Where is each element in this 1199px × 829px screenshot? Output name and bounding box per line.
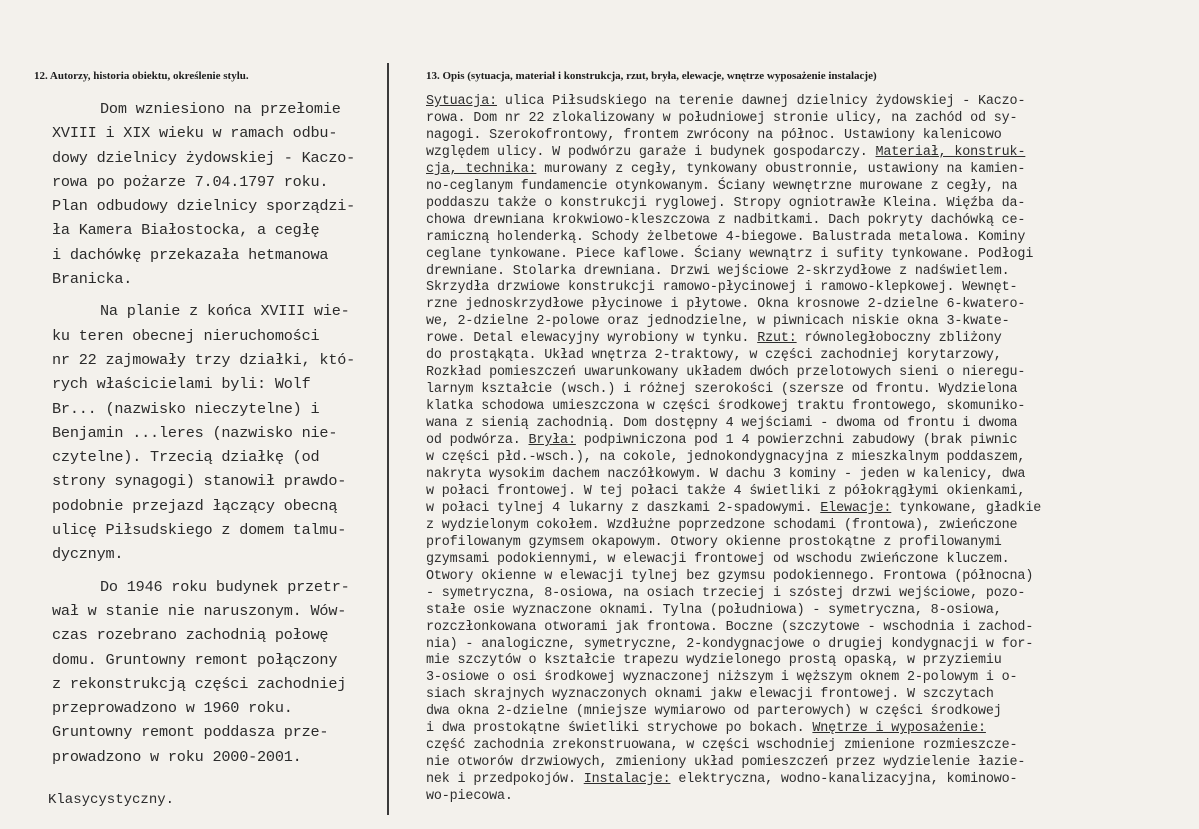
section-keyword: Sytuacja: — [426, 94, 497, 109]
text-line: Gruntowny remont poddasza prze- — [52, 723, 329, 742]
column-divider — [387, 63, 389, 815]
text-line — [426, 484, 1196, 501]
text-segment: część zachodnia zrekonstruowana, w części wschodniej zmienione rozmieszcze- — [426, 738, 1018, 754]
text-segment: profilowanym gzymsem okapowym. Otwory okienne prostokątne z profilowanymi — [426, 534, 1002, 550]
text-segment: - symetryczna, 8-osiowa, na osiach trzeciej i szóstej drzwi wejściowe, pozo- — [426, 585, 1026, 601]
text-segment: z wydzielonym cokołem. Wzdłużne poprzedzone schodami (frontowa), zwieńczone — [426, 517, 1018, 533]
text-segment: rzne jednoskrzydłowe płycinowe i płytowe. Okna krosnowe 2-dzielne 6-kwatero- — [426, 297, 1026, 313]
text-line: Plan odbudowy dzielnicy sporządzi- — [52, 197, 356, 216]
text-line — [426, 433, 1196, 450]
text-line: podobnie przejazd łączący obecną — [52, 496, 338, 515]
text-segment: nia) - analogiczne, symetryczne, 2-kondygnacjowe o drugiej kondygnacji w for- — [426, 636, 1034, 652]
text-line: ła Kamera Białostocka, a cegłę — [52, 221, 320, 240]
text-segment: nagogi. Szerokofrontowy, frontem zwrócony na północ. Ustawiony kalenicowo — [426, 127, 1002, 143]
section-keyword: Wnętrze i wyposażenie: — [812, 721, 986, 737]
text-segment: względem ulicy. W podwórzu garaże i budynek gospodarczy. — [426, 144, 876, 160]
text-line: domu. Gruntowny remont połączony — [52, 650, 338, 669]
text-line — [426, 365, 1196, 382]
text-line — [426, 738, 1196, 755]
section-keyword: Materiał, konstruk- — [875, 144, 1026, 160]
text-line: wał w stanie nie naruszonym. Wów- — [52, 601, 347, 620]
text-line: z rekonstrukcją części zachodniej — [52, 674, 347, 693]
text-segment: wana z sienią zachodnią. Dom dostępny 4 wejściami - dwoma od frontu i dwoma — [426, 416, 1018, 432]
text-line — [426, 348, 1196, 365]
section-keyword: Elewacje: — [820, 500, 892, 516]
text-segment: poddaszu także o konstrukcji ryglowej. Stropy ogniotrawłe Kleina. Więźba da- — [426, 195, 1026, 211]
text-line — [426, 331, 1196, 348]
section-12-header: 12. Autorzy, historia obiektu, określenie stylu. — [34, 70, 249, 82]
text-line: Na planie z końca XVIII wie- — [100, 302, 350, 321]
text-line — [426, 501, 1196, 518]
text-line — [426, 382, 1196, 399]
text-segment: ramiczną holenderką. Schody żelbetowe 4-biegowe. Balustrada metalowa. Kominy — [426, 229, 1026, 245]
text-line — [426, 111, 1196, 128]
text-segment: stałe osie wyznaczone oknami. Tylna (południowa) - symetryczna, 8-osiowa, — [426, 602, 1002, 618]
text-line — [426, 467, 1196, 484]
text-segment: w połaci tylnej 4 lukarny z daszkami 2-spadowymi. — [426, 500, 821, 516]
text-line — [426, 399, 1196, 416]
text-line — [426, 569, 1196, 586]
text-segment: tynkowane, gładkie — [891, 500, 1042, 516]
text-line: Br... (nazwisko nieczytelne) i — [52, 399, 320, 418]
text-line — [426, 196, 1196, 213]
text-line — [426, 535, 1196, 552]
text-line — [426, 552, 1196, 569]
text-segment: do prostąkąta. Układ wnętrza 2-traktowy, w części zachodniej korytarzowy, — [426, 348, 1002, 364]
text-line — [426, 264, 1196, 281]
text-line — [426, 280, 1196, 297]
text-line — [426, 687, 1196, 704]
text-line — [426, 586, 1196, 603]
text-segment: rowe. Detal elewacyjny wyrobiony w tynku. — [426, 331, 758, 347]
text-segment: nakryta wysokim dachem naczółkowym. W dachu 3 kominy - jeden w kalenicy, dwa — [426, 466, 1026, 482]
text-segment: podpiwniczona pod 1 4 powierzchni zabudowy (brak piwnic — [575, 433, 1018, 449]
section-keyword: Instalacje: — [583, 772, 671, 788]
text-line: rowa po pożarze 7.04.1797 roku. — [52, 172, 329, 191]
text-segment: chowa drewniana krokwiowo-kleszczowa z nadbitkami. Dach pokryty dachówką ce- — [426, 212, 1026, 228]
text-line: Branicka. — [52, 270, 133, 289]
history-paragraph — [52, 299, 382, 566]
history-paragraph — [52, 97, 382, 291]
history-text — [52, 97, 382, 769]
text-segment: Skrzydła drzwiowe konstrukcji ramowo-płycinowej i ramowo-klepkowej. Wewnęt- — [426, 280, 1018, 296]
text-segment: nie otworów drzwiowych, zmieniony układ pomieszczeń przez wydzielenie łazie- — [426, 755, 1026, 771]
style-classification: Klasycystyczny. — [48, 792, 175, 808]
text-line — [426, 721, 1196, 738]
text-segment: nek i przedpokojów. — [426, 772, 584, 788]
text-line — [426, 518, 1196, 535]
text-line: XVIII i XIX wieku w ramach odbu- — [52, 124, 338, 143]
text-segment: we, 2-dzielne 2-polowe oraz jednodzielne, w piwnicach niskie okna 3-kwate- — [426, 314, 1010, 330]
text-segment: dwa okna 2-dzielne (mniejsze wymiarowo od parterowych) w części środkowej — [426, 704, 1002, 720]
text-line — [426, 162, 1196, 179]
section-keyword: Rzut: — [757, 331, 797, 347]
text-line: i dachówkę przekazała hetmanowa — [52, 245, 329, 264]
text-line: prowadzono w roku 2000-2001. — [52, 747, 302, 766]
text-segment: ulica Piłsudskiego na terenie dawnej dzielnicy żydowskiej - Kaczo- — [496, 94, 1026, 109]
text-line — [426, 772, 1196, 789]
text-segment: rowa. Dom nr 22 zlokalizowany w południowej stronie ulicy, na zachód od sy- — [426, 110, 1018, 126]
text-line — [426, 128, 1196, 145]
text-segment: 3-osiowe o osi środkowej wyznaczonej niższym i węższym oknem 2-polowym i o- — [426, 670, 1018, 686]
section-13-header: 13. Opis (sytuacja, materiał i konstrukcja, rzut, bryła, elewacje, wnętrze wyposażenie instalacje) — [426, 70, 877, 82]
text-line: ku teren obecnej nieruchomości — [52, 326, 320, 345]
text-segment: w części płd.-wsch.), na cokole, jednokondygnacyjna z mieszkalnym poddaszem, — [426, 450, 1026, 466]
description-text — [426, 94, 1196, 806]
text-segment: no-ceglanym fundamencie otynkowanym. Ściany wewnętrzne murowane z cegły, na — [426, 178, 1018, 194]
text-line: dowy dzielnicy żydowskiej - Kaczo- — [52, 148, 356, 167]
text-line — [426, 416, 1196, 433]
text-line — [426, 637, 1196, 654]
text-segment: larnym kształcie (wsch.) i różnej szerokości (szersze od frontu. Wydzielona — [426, 382, 1018, 398]
text-line — [426, 297, 1196, 314]
text-line — [426, 789, 1196, 806]
text-line — [426, 620, 1196, 637]
text-segment: równoległoboczny zbliżony — [796, 331, 1002, 347]
history-paragraph — [52, 575, 382, 769]
text-line — [426, 94, 1196, 111]
text-line — [426, 450, 1196, 467]
text-segment: Otwory okienne w elewacji tylnej bez gzymsu podokiennego. Frontowa (północna) — [426, 568, 1034, 584]
text-line: czytelne). Trzecią działkę (od — [52, 448, 320, 467]
text-segment: i dwa prostokątne świetliki strychowe po bokach. — [426, 721, 813, 737]
text-line: Do 1946 roku budynek przetr- — [100, 577, 350, 596]
text-line — [426, 653, 1196, 670]
text-segment: murowany z cegły, tynkowany obustronnie, ustawiony na kamien- — [536, 161, 1026, 177]
text-line — [426, 704, 1196, 721]
text-line — [426, 314, 1196, 331]
section-keyword: cja, technika: — [426, 161, 537, 177]
text-segment: drewniane. Stolarka drewniana. Drzwi wejściowe 2-skrzydłowe z nadświetlem. — [426, 263, 1010, 279]
section-keyword: Bryła: — [528, 433, 576, 449]
text-line: strony synagogi) stanowił prawdo- — [52, 472, 347, 491]
text-segment: ceglane tynkowane. Piece kaflowe. Ściany wewnątrz i sufity tynkowane. Podłogi — [426, 246, 1034, 262]
text-line: nr 22 zajmowały trzy działki, któ- — [52, 350, 356, 369]
text-segment: rozczłonkowana otworami jak frontowa. Boczne (szczytowe - wschodnia i zachod- — [426, 619, 1034, 635]
text-line: Dom wzniesiono na przełomie — [100, 100, 341, 118]
text-segment: mie szczytów o kształcie trapezu wydzielonego prostą opaską, w przyziemiu — [426, 653, 1002, 669]
text-line: ulicę Piłsudskiego z domem talmu- — [52, 521, 347, 540]
text-line: dycznym. — [52, 545, 124, 564]
text-line: rych właścicielami byli: Wolf — [52, 375, 311, 394]
text-line — [426, 179, 1196, 196]
text-line — [426, 145, 1196, 162]
text-line — [426, 670, 1196, 687]
text-line: Benjamin ...leres (nazwisko nie- — [52, 423, 338, 442]
text-segment: elektryczna, wodno-kanalizacyjna, kominowo- — [670, 772, 1018, 788]
text-line — [426, 247, 1196, 264]
text-segment: wo-piecowa. — [426, 789, 513, 805]
text-segment: siach skrajnych wyznaczonych oknami jakw elewacji frontowej. W szczytach — [426, 687, 994, 703]
text-line — [426, 755, 1196, 772]
text-segment: gzymsami podokiennymi, w elewacji frontowej od wschodu zwieńczone kluczem. — [426, 551, 1010, 567]
text-line — [426, 213, 1196, 230]
text-line: czas rozebrano zachodnią połowę — [52, 626, 329, 645]
text-line — [426, 603, 1196, 620]
text-segment: w połaci frontowej. W tej połaci także 4 świetliki z półokrągłymi okienkami, — [426, 483, 1026, 499]
text-line — [426, 230, 1196, 247]
text-segment: od podwórza. — [426, 433, 529, 449]
text-segment: klatka schodowa umieszczona w części środkowej traktu frontowego, skomuniko- — [426, 399, 1026, 415]
text-segment: Rozkład pomieszczeń uwarunkowany układem dwóch przelotowych sieni o nieregu- — [426, 365, 1026, 381]
text-line: przeprowadzono w 1960 roku. — [52, 699, 293, 718]
